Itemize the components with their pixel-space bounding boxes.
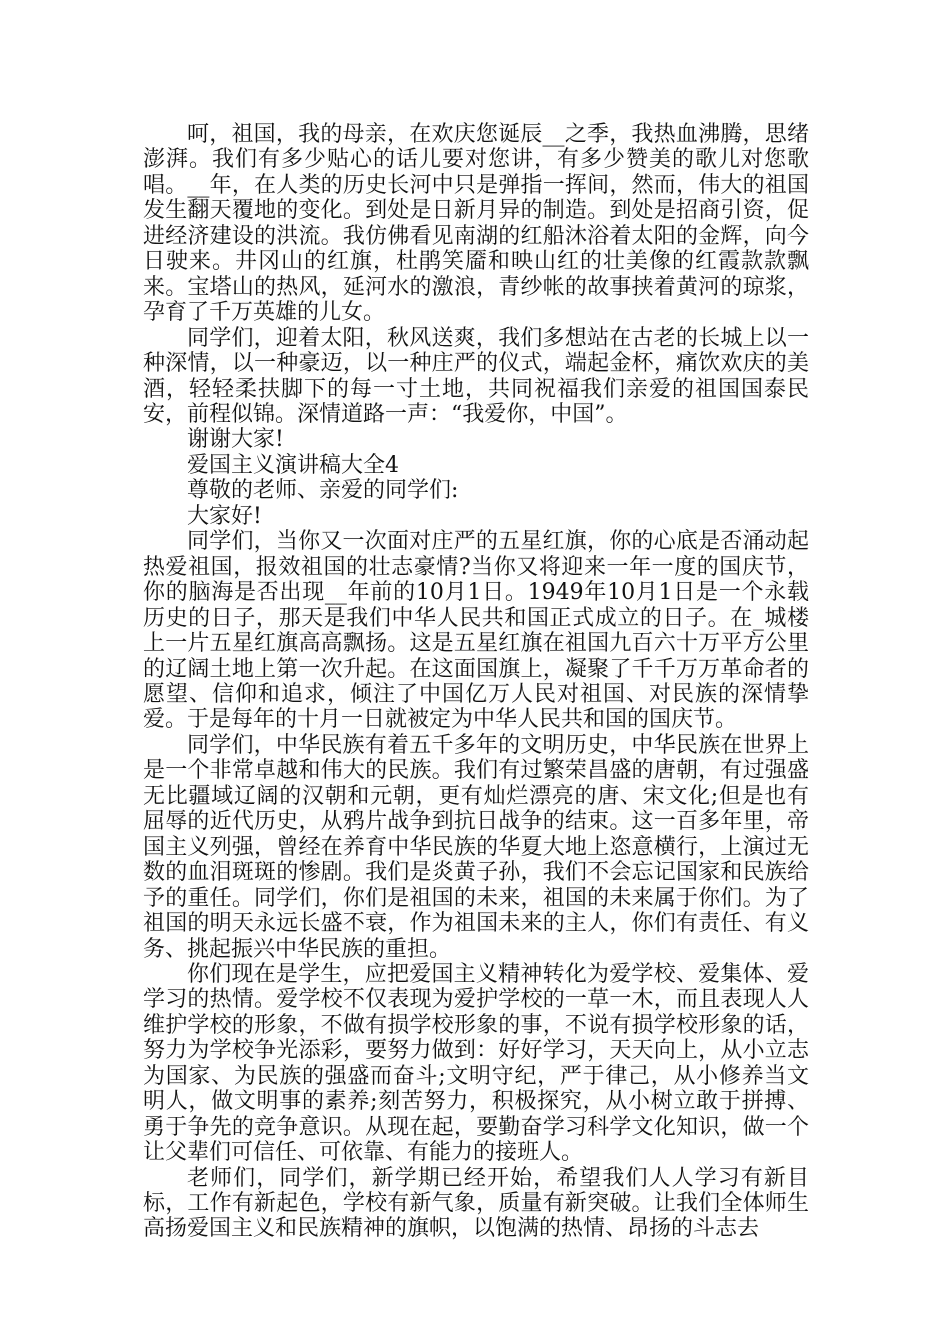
document-body — [143, 122, 809, 1242]
paragraph-new-semester: 老师们，同学们，新学期已经开始，希望我们人人学习有新目标，工作有新起色，学校有新气象，质量有新突破。让我们全体师生高扬爱国主义和民族精神的旗帜，以饱满的热情、昂扬的斗志去 — [143, 1165, 809, 1242]
section-title: 爱国主义演讲稿大全4 — [187, 452, 399, 478]
paragraph-national-flag: 同学们，当你又一次面对庄严的五星红旗，你的心底是否涌动起热爱祖国，报效祖国的壮志豪情?当你又将迎来一年一度的国庆节，你的脑海是否出现__年前的10月1日。1949年10月1日是一个永载历史的日子，那天是我们中华人民共和国正式成立的日子。在_城楼上一片五星红旗高高飘扬。这是五星红旗在祖国九百六十万平方公里的辽阔土地上第一次升起。在这面国旗上，凝聚了千千万万革命者的愿望、信仰和追求，倾注了中国亿万人民对祖国、对民族的深情挚爱。于是每年的十月一日就被定为中华人民共和国的国庆节。 — [143, 529, 809, 733]
paragraph-birthday-motherland: 呵，祖国，我的母亲，在欢庆您诞辰__之季，我热血沸腾，思绪澎湃。我们有多少贴心的话儿要对您讲，有多少赞美的歌儿对您歌唱。__年，在人类的历史长河中只是弹指一挥间，然而，伟大的祖国发生翻天覆地的变化。到处是日新月异的制造。到处是招商引资，促进经济建设的洪流。我仿佛看见南湖的红船沐浴着太阳的金辉，向今日驶来。井冈山的红旗，杜鹃笑靥和映山红的壮美像的红霞款款飘来。宝塔山的热风，延河水的激浪，青纱帐的故事挟着黄河的琼浆，孕育了千万英雄的儿女。 — [143, 122, 809, 326]
paragraph-chinese-history: 同学们，中华民族有着五千多年的文明历史，中华民族在世界上是一个非常卓越和伟大的民族。我们有过繁荣昌盛的唐朝，有过强盛无比疆域辽阔的汉朝和元朝，更有灿烂漂亮的唐、宋文化;但是也有屈辱的近代历史，从鸦片战争到抗日战争的结束。这一百多年里，帝国主义列强，曾经在养育中华民族的华夏大地上恣意横行，上演过无数的血泪斑斑的惨剧。我们是炎黄子孙，我们不会忘记国家和民族给予的重任。同学们，你们是祖国的未来，祖国的未来属于你们。为了祖国的明天永远长盛不衰，作为祖国未来的主人，你们有责任、有义务、挑起振兴中华民族的重担。 — [143, 732, 809, 962]
salutation: 尊敬的老师、亲爱的同学们: — [187, 478, 459, 504]
paragraph-thanks: 谢谢大家! — [187, 427, 284, 453]
greeting: 大家好! — [187, 503, 262, 529]
paragraph-love-school: 你们现在是学生，应把爱国主义精神转化为爱学校、爱集体、爱学习的热情。爱学校不仅表现为爱护学校的一草一木，而且表现人人维护学校的形象，不做有损学校形象的事，不说有损学校形象的话，努力为学校争光添彩，要努力做到：好好学习，天天向上，从小立志为国家、为民族的强盛而奋斗;文明守纪，严于律己，从小修养当文明人，做文明事的素养;刻苦努力，积极探究，从小树立敢于拼搏、勇于争先的竞争意识。从现在起，要勤奋学习科学文化知识，做一个让父辈们可信任、可依靠、有能力的接班人。 — [143, 961, 809, 1166]
paragraph-great-wall-toast: 同学们，迎着太阳，秋风送爽，我们多想站在古老的长城上以一种深情，以一种豪迈，以一种庄严的仪式，端起金杯，痛饮欢庆的美酒，轻轻柔扶脚下的每一寸土地，共同祝福我们亲爱的祖国国泰民安，前程似锦。深情道路一声：“我爱你，中国”。 — [143, 325, 809, 427]
